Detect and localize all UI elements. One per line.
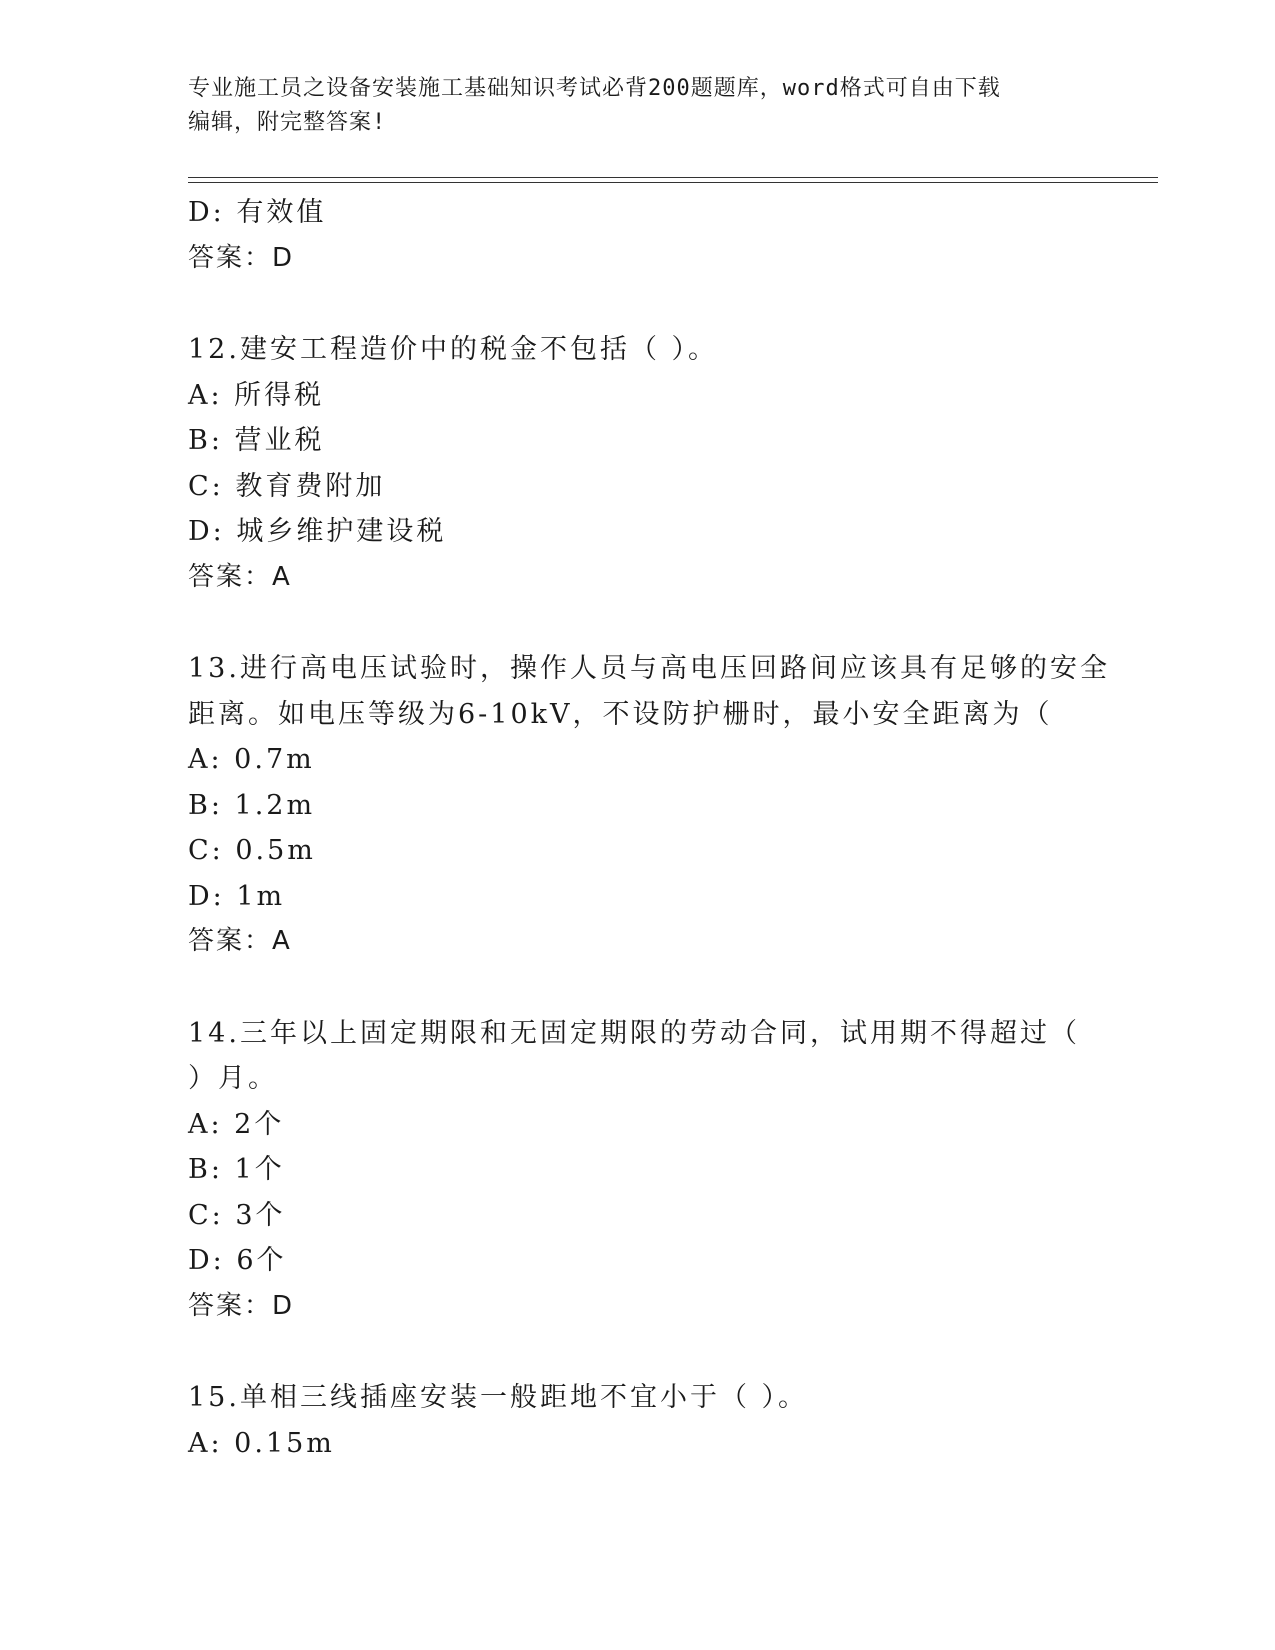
option-d: D: 有效值 [188,197,327,228]
question-15 [188,1375,1088,1466]
question-13 [188,646,1110,965]
option-a: A: 所得税 [188,379,325,411]
question-list [188,190,1110,1466]
question-stem: 12.建安工程造价中的税金不包括（ ）。 [188,334,719,365]
document-header [188,72,1088,140]
answer-line: 答案：A [188,926,292,956]
option-c: C: 3个 [188,1199,286,1231]
option-b: B: 营业税 [188,425,325,456]
option-b: B: 1.2m [188,789,316,821]
header-line-2: 编辑，附完整答案! [188,110,387,135]
option-b: B: 1个 [188,1154,285,1185]
spacer [188,965,1088,1011]
spacer [188,1329,1088,1375]
option-d: D: 1m [188,880,286,912]
question-stem-continued: ）月。 [188,1063,278,1094]
question-12 [188,327,1088,600]
option-a: A: 2个 [188,1108,285,1140]
option-c: C: 0.5m [188,835,316,866]
question-stem-continued: 距离。如电压等级为6-10kV，不设防护栅时，最小安全距离为（ [188,698,1053,730]
option-d: D: 城乡维护建设税 [188,516,447,547]
spacer [188,281,1088,327]
answer-line: 答案：D [188,242,295,273]
answer-line: 答案：A [188,561,292,592]
question-stem: 14.三年以上固定期限和无固定期限的劳动合同，试用期不得超过（ [188,1017,1080,1049]
header-line-1: 专业施工员之设备安装施工基础知识考试必背200题题库，word格式可自由下载 [188,76,1001,101]
option-a: A: 0.15m [188,1427,335,1459]
question-stem: 13.进行高电压试验时，操作人员与高电压回路间应该具有足够的安全 [188,653,1110,684]
option-c: C: 教育费附加 [188,470,386,502]
question-14 [188,1011,1088,1330]
option-d: D: 6个 [188,1245,287,1276]
answer-line: 答案：D [188,1290,295,1321]
spacer [188,600,1088,646]
option-a: A: 0.7m [188,744,315,775]
header-divider-bottom [188,182,1158,183]
header-divider-top [188,177,1158,178]
question-stem: 15.单相三线插座安装一般距地不宜小于（ ）。 [188,1382,809,1413]
